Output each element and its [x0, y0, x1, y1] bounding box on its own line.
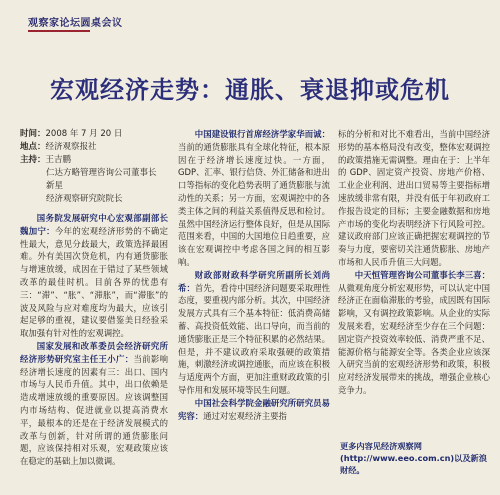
- column-3: [338, 128, 490, 397]
- venue-value: 经济观察报社: [45, 142, 97, 152]
- speaker-paragraph: [20, 212, 168, 340]
- speaker-heading: 国务院发展研究中心宏观部副部长魏加宁：: [20, 213, 168, 236]
- speaker-paragraph: [178, 397, 330, 423]
- speaker-text: 今年的宏观经济形势的不确定性最大，意见分歧最大，政策选择最困难。外有美国次贷危机，内有通货膨胀与增速放缓，成因在于错过了某些领域改革的最佳时机。目前各界的忧患有三：“滞”、“胀”、“滞胀”，而“滞胀”的波及风险与应对难度均为最大，应该引起足够的重视，建议要借鉴美日经验采取加强有针对性的宏观调控。: [20, 225, 168, 339]
- meeting-time: [20, 128, 160, 141]
- speaker-text: 通过对宏观经济主要指: [203, 410, 287, 421]
- venue-label: 地点：: [20, 142, 46, 152]
- speaker-text: 当前的通货膨胀具有全球化特征，根本原因在于经济增长速度过快。一方面，GDP、汇率、银行信贷、外汇储备和进出口等指标的变化趋势表明了通货膨胀与流动性的关系；另一方面，宏观调控中的各类主体之间的利益关系值得反思和检讨。虽然中国经济运行整体良好，但是从国际范围来看，中国的大国地位日趋重要，应该在宏观调控中考虑各国之间的相互影响。: [178, 141, 330, 267]
- host-value: 王吉鹏: [45, 155, 72, 165]
- meeting-info: [20, 128, 160, 206]
- host-org: 仁达方略管理咨询公司董事长: [46, 168, 157, 178]
- speaker-paragraph: [178, 128, 330, 269]
- column-2: [178, 128, 330, 422]
- speaker-text-continued: 标的分析和对比不难看出，当前中国经济形势的基本格局没有改变，整体宏观调控的政策措施无需调整。理由在于：上半年的 GDP、固定资产投资、房地产价格、工业企业利润、进出口贸易等主要指标增速放缓非常有限，并没有低于年初政府工作报告设定的目标；主要金融数据和房地产市场的变化均表明经济下行风险可控。建议政府部门应该正确把握宏观调控的节奏与力度，要密切关注通货膨胀、房地产市场和人民币升值三大问题。: [338, 129, 490, 267]
- section-title: 观察家论坛圆桌会议: [28, 18, 123, 29]
- time-value: 2008 年 7 月 20 日: [45, 129, 123, 139]
- article-title: 宏观经济走势：通胀、衰退抑或危机: [50, 76, 450, 104]
- column-1: [20, 212, 168, 468]
- meeting-host: [20, 154, 160, 167]
- footer-note: 更多内容见经济观察网(http://www.eeo.com.cn)以及新浪财经。: [340, 441, 487, 475]
- speaker-heading: 中天恒管理咨询公司董事长李三喜：: [354, 269, 490, 280]
- moderator-name: 新星: [46, 181, 64, 191]
- speaker-heading: 财政部财政科学研究所副所长刘尚希：: [178, 269, 330, 293]
- speaker-heading: 国家发展和改革委员会经济研究所经济形势研究室主任王小广：: [20, 340, 168, 364]
- speaker-heading: 中国社会科学院金融研究所研究员易宪容：: [178, 397, 330, 421]
- time-label: 时间：: [20, 129, 46, 139]
- speaker-text: 首先，看待中国经济问题要采取理性态度，要重视内部分析。其次，中国经济发展方式具有三个基本特征：低消费高储蓄、高投资低效能、出口导向，而当前的通货膨胀正是三个特征积累的必然结果。但是，并不建议政府采取强硬的政策措施，刺激经济或调控通胀，而应该在积极与适度两个方面，更加注重财政政策的引导作用和发展环境等民生问题。: [178, 282, 331, 395]
- meeting-venue: [20, 141, 160, 154]
- section-underline: [28, 30, 90, 32]
- speaker-paragraph: [20, 340, 168, 468]
- speaker-paragraph: [178, 269, 330, 397]
- speaker-heading: 中国建设银行首席经济学家华而诚：: [194, 129, 330, 139]
- speaker-paragraph: [338, 269, 490, 397]
- moderator-org: 经济观察研究院院长: [46, 194, 123, 204]
- speaker-text: 从微观角度分析宏观形势，可以认定中国经济正在面临滞胀的考验，成因既有国际影响，又有调控政策影响。从企业的实际发展来看，宏观经济至少存在三个问题：固定资产投资效率较低、消费严重不足、能源价格与能源安全等。各类企业应该深入研究当前的宏观经济形势和政策，积极应对经济发展带来的挑战，增强企业核心竞争力。: [338, 282, 490, 395]
- host-label: 主持：: [20, 155, 46, 165]
- speaker-text: 当前影响经济增长速度的因素有三：出口、国内市场与人民币升值。其中，出口依赖是造成增速放缓的重要原因。应该调整国内市场结构、促进就业以提高消费水平，最根本的还是在于经济发展模式的改革与创新，针对所谓的通货膨胀问题，应该保持相对乐观，宏观政策应该在稳定的基础上加以微调。: [20, 353, 169, 467]
